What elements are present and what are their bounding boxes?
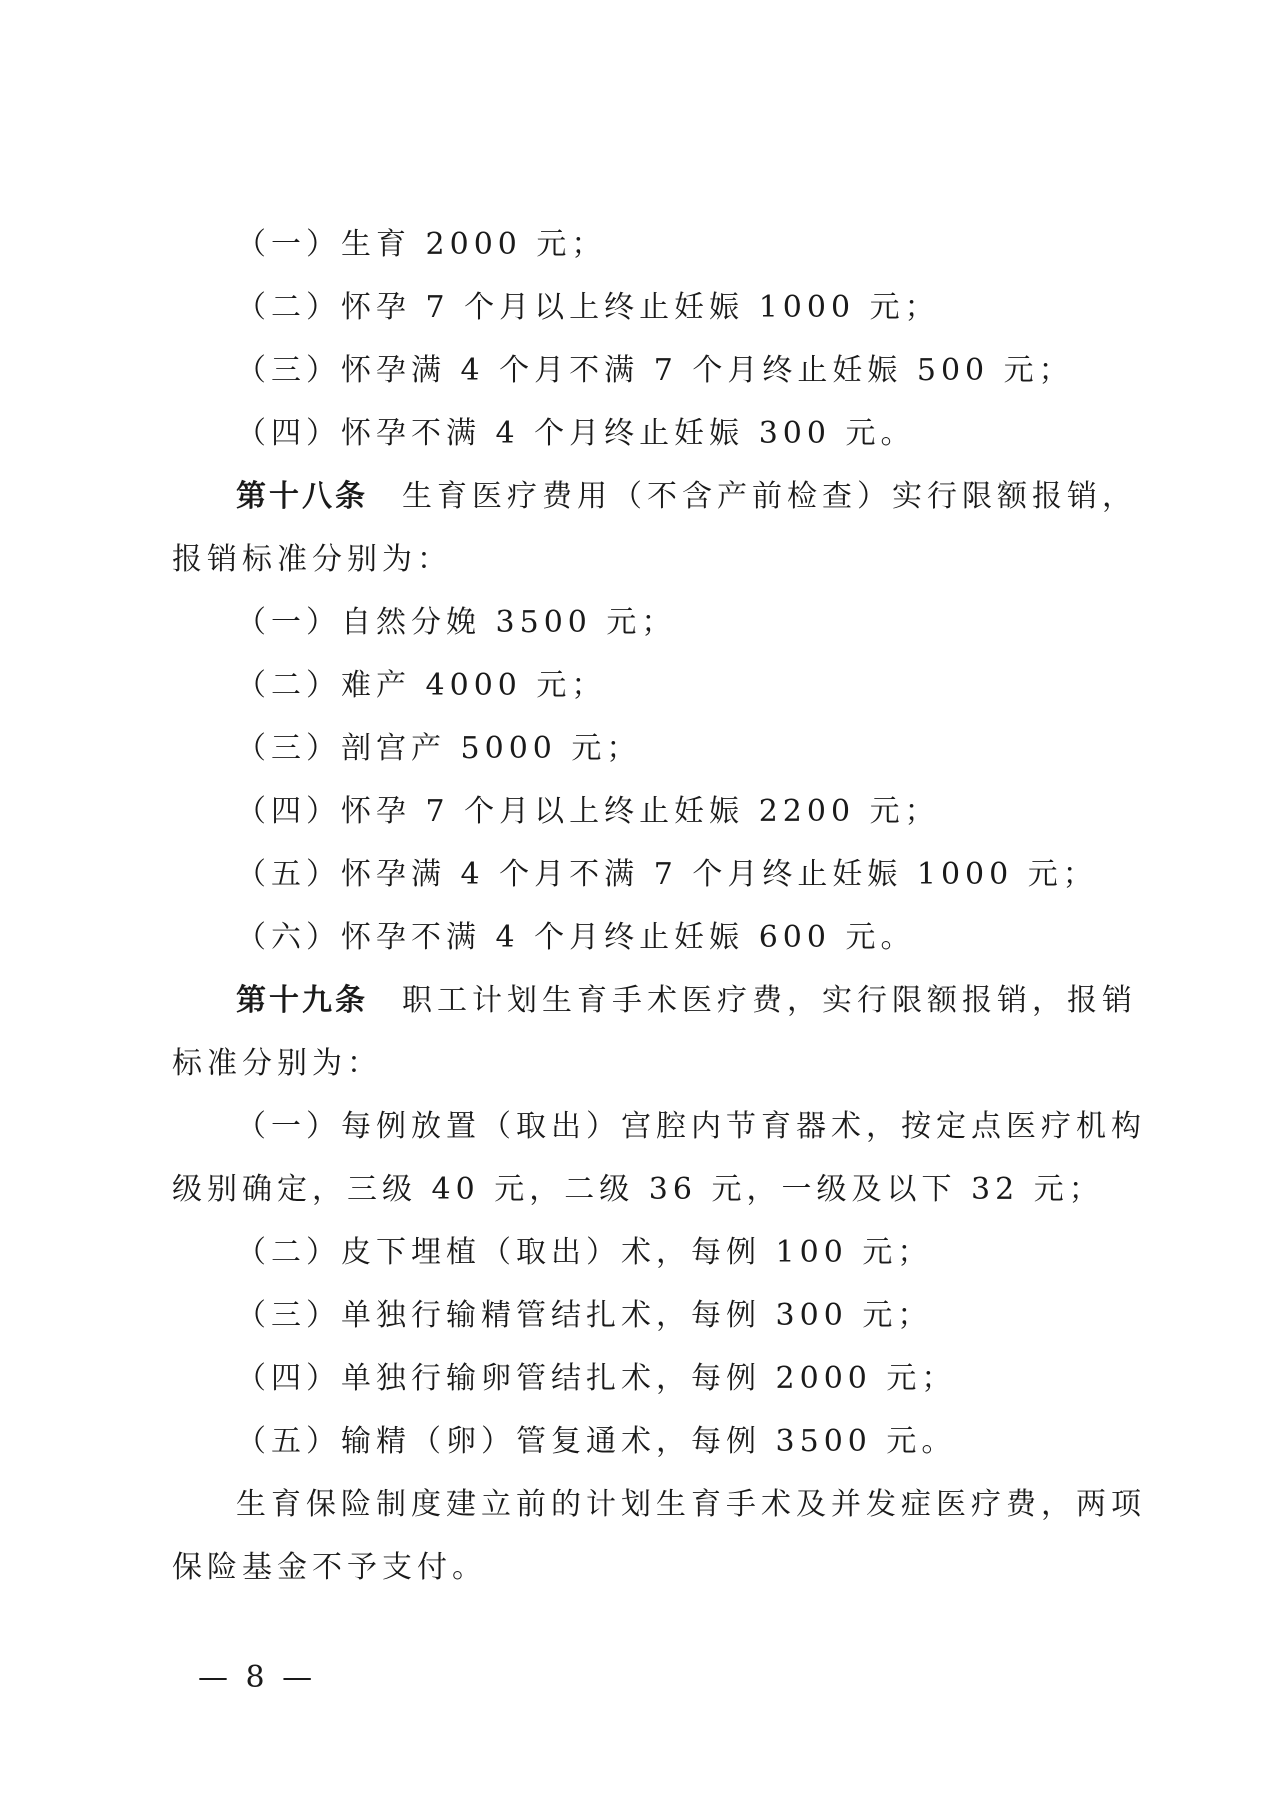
closing-paragraph: 生育保险制度建立前的计划生育手术及并发症医疗费，两项 (236, 1487, 1146, 1522)
list-item: （四）怀孕不满 4 个月终止妊娠 300 元。 (236, 416, 916, 451)
list-item: （五）怀孕满 4 个月不满 7 个月终止妊娠 1000 元； (236, 857, 1098, 892)
article-19-heading: 第十九条 (236, 983, 368, 1018)
article-19-continuation: 标准分别为： (172, 1046, 382, 1081)
list-item: （一）生育 2000 元； (236, 227, 607, 262)
list-item: （五）输精（卵）管复通术，每例 3500 元。 (236, 1424, 957, 1459)
list-item: （三）怀孕满 4 个月不满 7 个月终止妊娠 500 元； (236, 353, 1074, 388)
list-item-continuation: 级别确定，三级 40 元，二级 36 元，一级及以下 32 元； (172, 1172, 1104, 1207)
list-item: （六）怀孕不满 4 个月终止妊娠 600 元。 (236, 920, 916, 955)
list-item: （四）单独行输卵管结扎术，每例 2000 元； (236, 1361, 957, 1396)
article-18-continuation: 报销标准分别为： (172, 542, 452, 577)
list-item: （二）皮下埋植（取出）术，每例 100 元； (236, 1235, 933, 1270)
list-item: （二）怀孕 7 个月以上终止妊娠 1000 元； (236, 290, 940, 325)
article-18-first-line (172, 465, 1137, 528)
article-19-first-line (172, 969, 1137, 1032)
article-18-text: 生育医疗费用（不含产前检查）实行限额报销， (402, 479, 1137, 514)
list-item: （二）难产 4000 元； (236, 668, 607, 703)
list-item: （三）单独行输精管结扎术，每例 300 元； (236, 1298, 933, 1333)
list-item: （一）自然分娩 3500 元； (236, 605, 677, 640)
article-18-heading: 第十八条 (236, 479, 368, 514)
page-number: — 8 — (198, 1660, 317, 1695)
closing-paragraph-continuation: 保险基金不予支付。 (172, 1550, 487, 1585)
document-body (172, 213, 1146, 1599)
list-item: （三）剖宫产 5000 元； (236, 731, 642, 766)
list-item: （一）每例放置（取出）宫腔内节育器术，按定点医疗机构 (236, 1109, 1146, 1144)
article-19-text: 职工计划生育手术医疗费，实行限额报销，报销 (402, 983, 1137, 1018)
list-item: （四）怀孕 7 个月以上终止妊娠 2200 元； (236, 794, 940, 829)
